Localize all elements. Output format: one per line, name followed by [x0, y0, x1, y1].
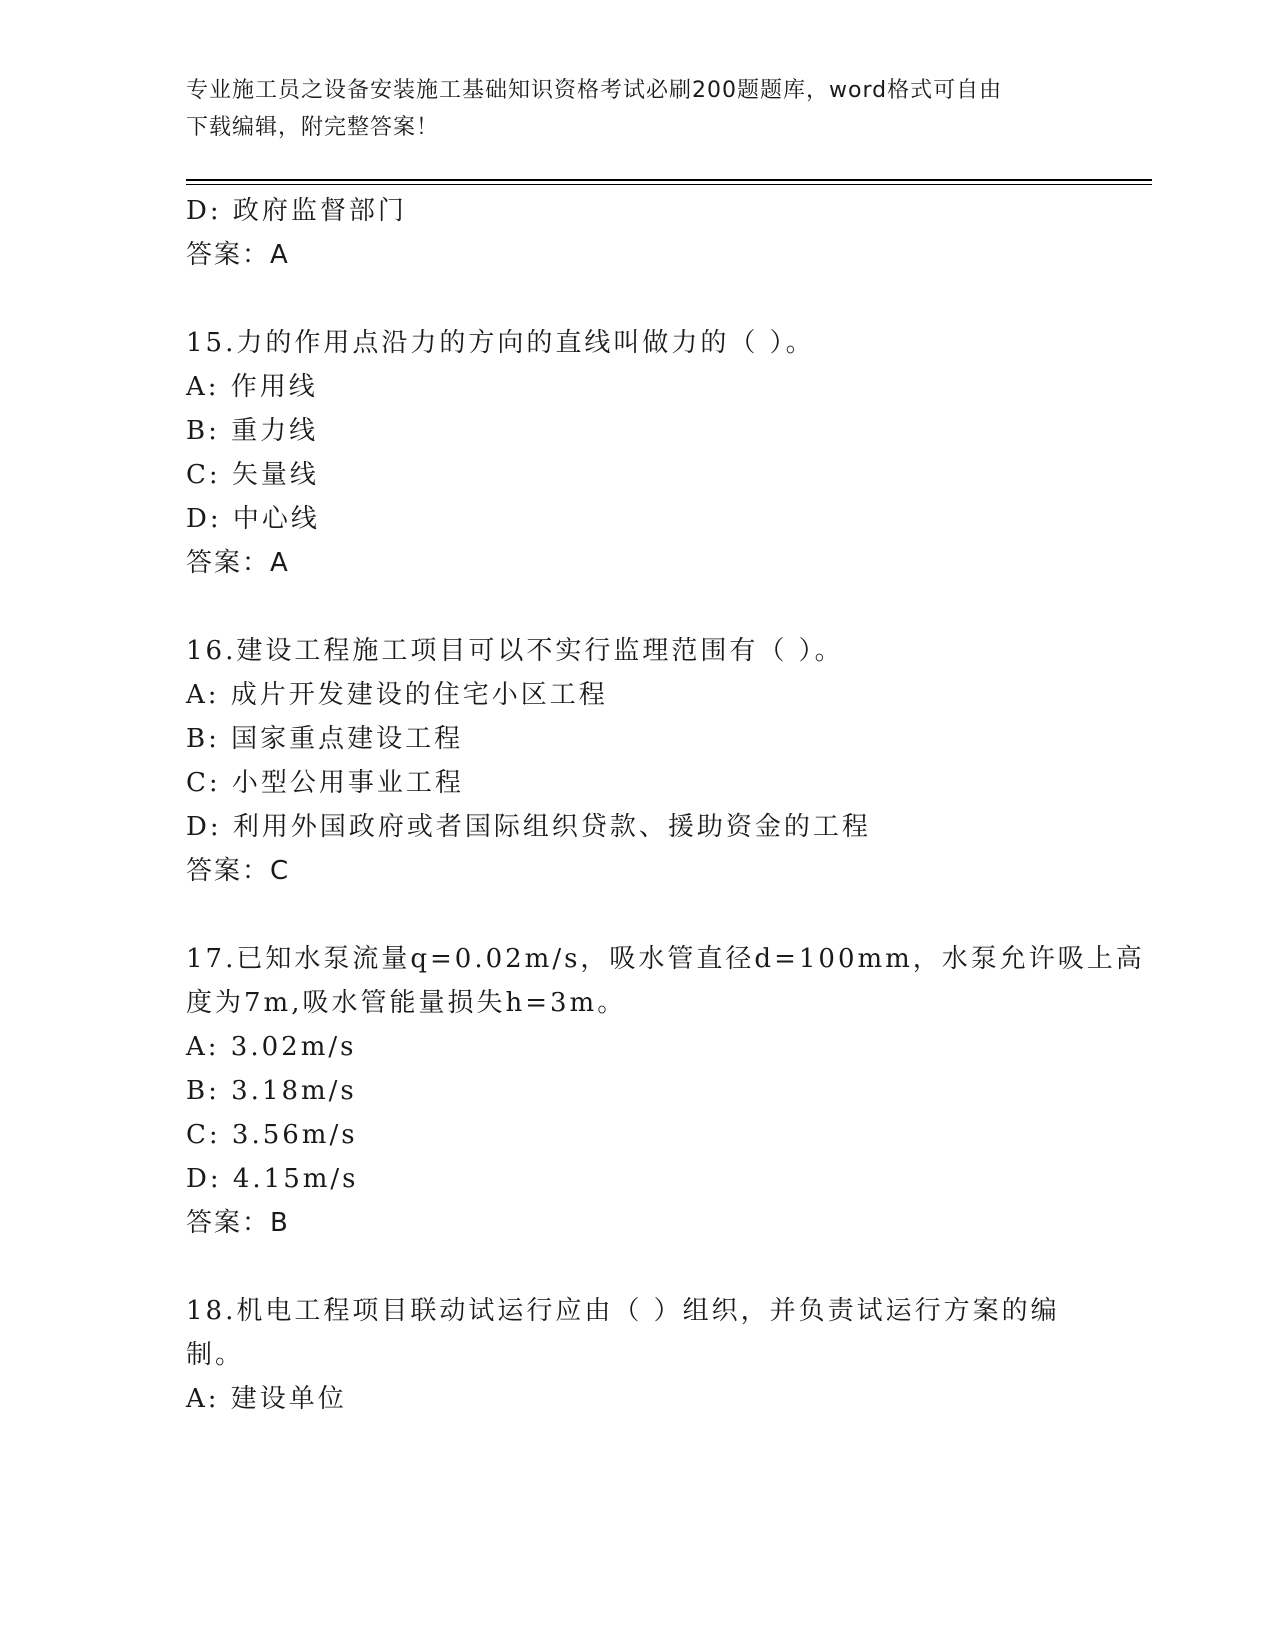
q15-answer: 答案：A [186, 548, 290, 578]
header-line-2: 下载编辑，附完整答案！ [186, 115, 440, 140]
q16-option-d: D: 利用外国政府或者国际组织贷款、援助资金的工程 [186, 812, 871, 842]
q15-option-c: C: 矢量线 [186, 460, 319, 490]
q16-stem: 16.建设工程施工项目可以不实行监理范围有（ ）。 [186, 636, 844, 666]
q16-answer: 答案：C [186, 856, 291, 886]
q18-stem-line-1: 18.机电工程项目联动试运行应由（ ）组织，并负责试运行方案的编 [186, 1296, 1060, 1326]
q17-stem-line-2: 度为7m,吸水管能量损失h=3m。 [186, 988, 627, 1018]
q17-answer: 答案：B [186, 1208, 290, 1238]
q15-option-d: D: 中心线 [186, 504, 320, 534]
header-divider-thick [186, 179, 1152, 181]
q15-option-b: B: 重力线 [186, 416, 319, 446]
q17-option-a: A: 3.02m/s [186, 1032, 357, 1062]
prev-answer: 答案：A [186, 240, 290, 270]
header-line-1: 专业施工员之设备安装施工基础知识资格考试必刷200题题库，word格式可自由 [186, 78, 1003, 103]
q16-option-b: B: 国家重点建设工程 [186, 724, 464, 754]
q15-option-a: A: 作用线 [186, 372, 318, 402]
q17-stem-line-1: 17.已知水泵流量q=0.02m/s，吸水管直径d=100mm，水泵允许吸上高 [186, 944, 1145, 974]
q18-stem-line-2: 制。 [186, 1340, 245, 1370]
prev-option-d: D: 政府监督部门 [186, 196, 407, 226]
document-header [186, 72, 1066, 146]
q16-option-c: C: 小型公用事业工程 [186, 768, 464, 798]
q18-option-a: A: 建设单位 [186, 1384, 347, 1414]
q17-option-d: D: 4.15m/s [186, 1164, 359, 1194]
header-divider-thin [186, 184, 1152, 185]
q17-option-b: B: 3.18m/s [186, 1076, 357, 1106]
q17-option-c: C: 3.56m/s [186, 1120, 358, 1150]
q15-stem: 15.力的作用点沿力的方向的直线叫做力的（ ）。 [186, 328, 815, 358]
q16-option-a: A: 成片开发建设的住宅小区工程 [186, 680, 608, 710]
